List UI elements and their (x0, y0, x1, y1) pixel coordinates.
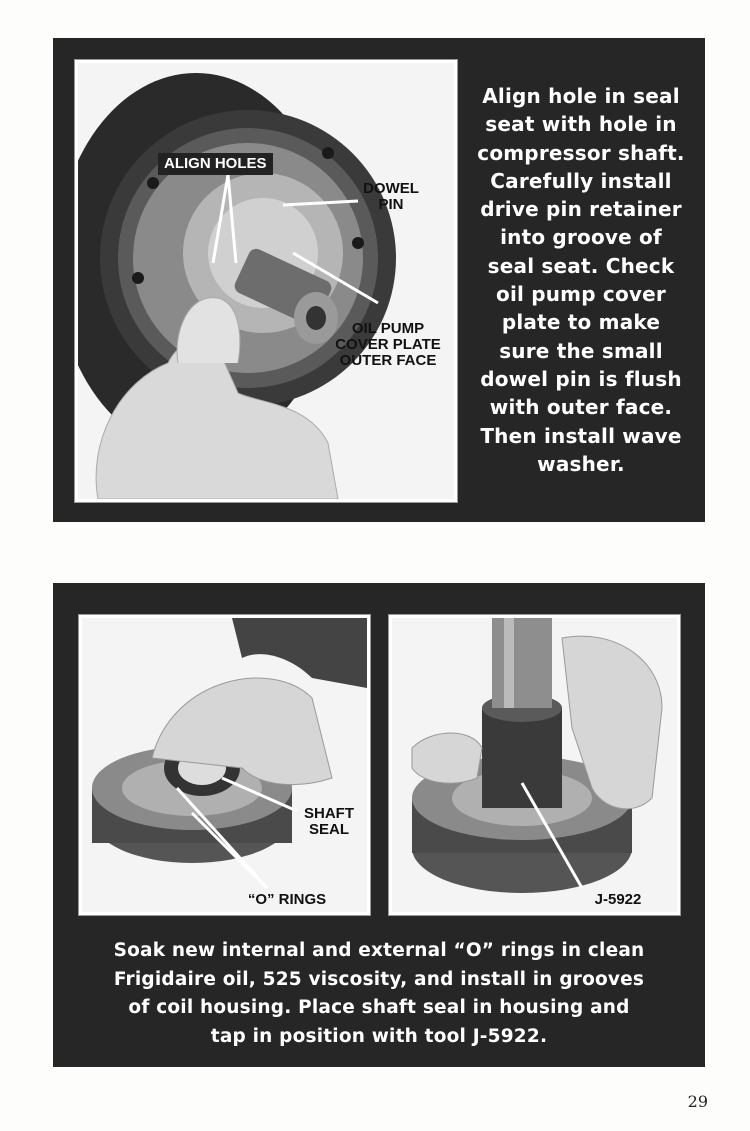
step1-caption: Align hole in seal seat with hole in compressor shaft. Carefully install drive pin retainer into groove of seal seat. Check oil pump cover plate to make sure the small dowel pin is flush with outer face. Then install wave washer. (477, 84, 685, 476)
label-o-rings: “O” RINGS (247, 891, 327, 908)
step2-caption: Soak new internal and external “O” rings in clean Frigidaire oil, 525 viscosity, and install in grooves of coil housing. Place shaft seal in housing and tap in position with tool J-5922. (113, 940, 645, 1047)
photo-align-holes (75, 60, 457, 502)
page-number: 29 (687, 1092, 708, 1111)
top-panel (53, 38, 705, 522)
label-shaft-seal: SHAFT SEAL (304, 805, 354, 838)
label-align-holes: ALIGN HOLES (158, 153, 273, 175)
label-dowel-pin: DOWEL PIN (363, 180, 419, 213)
label-oil-pump-cover-plate: OIL PUMP COVER PLATE OUTER FACE (335, 320, 441, 369)
photo-tool-j5922 (389, 615, 680, 915)
label-tool-j5922: J-5922 (594, 891, 642, 908)
photo-shaft-seal (79, 615, 370, 915)
compressor-shaft-illustration (78, 63, 454, 499)
coil-housing-illustration (82, 618, 367, 912)
tool-install-illustration (392, 618, 677, 912)
bottom-panel (53, 583, 705, 1067)
